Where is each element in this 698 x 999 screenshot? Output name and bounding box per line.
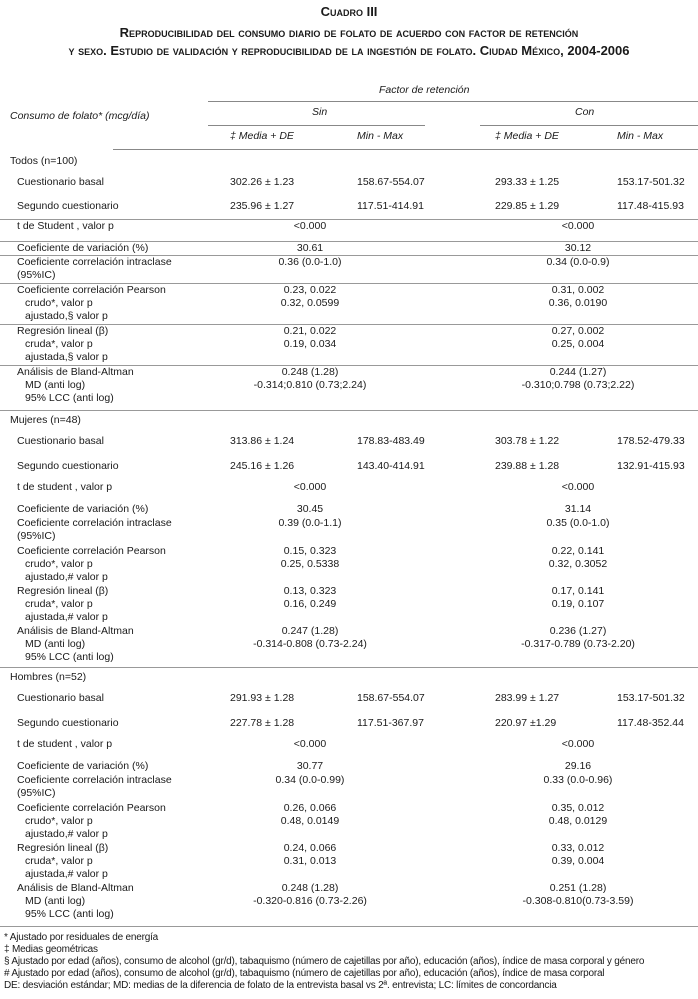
con-value [478, 284, 678, 310]
con-value-line: -0.308-0.810(0.73-3.59) [522, 895, 634, 907]
table-row [0, 738, 698, 760]
con-value-line: <0.000 [561, 481, 595, 493]
con-value [478, 774, 678, 787]
data-table [0, 152, 698, 927]
sin-value [210, 284, 410, 310]
sin-minmax-value: 158.67-554.07 [357, 176, 425, 188]
sin-minmax-value: 117.51-414.91 [357, 200, 424, 212]
section-title: Mujeres (n=48) [10, 414, 81, 426]
row-label-line: Segundo cuestionario [17, 460, 119, 472]
sin-value [210, 220, 410, 233]
header-sin-media: ‡ Media + DE [230, 130, 294, 142]
row-label-line: Análisis de Bland-Altman [17, 882, 134, 894]
con-minmax-value: 153.17-501.32 [617, 692, 685, 704]
sin-value-line: 0.25, 0.5338 [280, 558, 340, 570]
sin-media-value: 302.26 ± 1.23 [230, 176, 295, 188]
sin-value-line: 0.34 (0.0-0.99) [275, 774, 345, 786]
table-row [0, 481, 698, 503]
sin-value [210, 760, 410, 773]
row-label [17, 692, 104, 705]
row-label [17, 585, 108, 624]
con-value [478, 882, 678, 908]
row-label-line: Coeficiente de variación (%) [17, 242, 149, 254]
sin-media-value: 313.86 ± 1.24 [230, 435, 295, 447]
row-label-line: ajustado,# valor p [25, 828, 108, 840]
header-sin-divider [208, 125, 425, 126]
row-label [17, 460, 119, 473]
row-label-line: t de student , valor p [17, 481, 113, 493]
table-row [0, 545, 698, 585]
sin-value [210, 545, 410, 571]
sin-minmax-value: 117.51-367.97 [357, 717, 424, 729]
sin-value [210, 481, 410, 494]
sin-value [210, 503, 410, 516]
header-con-minmax: Min - Max [617, 130, 664, 142]
table-title-line2: y sexo. Estudio de validación y reproducibilidad de la ingestión de folato. Ciudad México, 2004-2006 [68, 43, 630, 58]
row-label [17, 802, 166, 841]
sin-value-line: 0.32, 0.0599 [280, 297, 340, 309]
sin-value-line: 30.45 [296, 503, 324, 515]
row-label-line: Coeficiente correlación Pearson [17, 802, 166, 814]
row-label [17, 220, 114, 233]
table-row [0, 256, 698, 284]
sin-media-value: 227.78 ± 1.28 [230, 717, 295, 729]
sin-media-value: 235.96 ± 1.27 [230, 200, 295, 212]
header-sin: Sin [312, 106, 328, 118]
row-label [17, 503, 148, 516]
footnotes [0, 932, 698, 992]
table-row [0, 774, 698, 802]
table-row [0, 456, 698, 481]
sin-value-line: 0.36 (0.0-1.0) [278, 256, 342, 268]
row-label [17, 200, 119, 213]
con-value-line: 0.27, 0.002 [551, 325, 605, 337]
sin-value [210, 625, 410, 651]
con-value [478, 366, 678, 392]
sin-value-line: <0.000 [293, 738, 327, 750]
row-label-line: Segundo cuestionario [17, 717, 119, 729]
con-value-line: 0.25, 0.004 [551, 338, 605, 350]
row-label-line: (95%IC) [17, 787, 56, 799]
table-section [0, 410, 698, 667]
con-value [478, 760, 678, 773]
row-label [17, 256, 172, 282]
footnote: * Ajustado por residuales de energía [4, 932, 159, 943]
sin-value [210, 802, 410, 828]
con-value-line: 0.19, 0.107 [551, 598, 605, 610]
sin-value-line: 0.248 (1.28) [281, 366, 339, 378]
sin-value [210, 882, 410, 908]
row-label [17, 284, 166, 323]
table-row [0, 517, 698, 545]
con-value-line: 0.251 (1.28) [549, 882, 607, 894]
con-media-value: 283.99 ± 1.27 [495, 692, 560, 704]
table-title-line1: Reproducibilidad del consumo diario de folato de acuerdo con factor de retención [119, 25, 579, 40]
row-label [17, 842, 108, 881]
table-row [0, 882, 698, 924]
con-value-line: 0.34 (0.0-0.9) [546, 256, 610, 268]
con-value-line: <0.000 [561, 220, 595, 232]
row-label-line: cruda*, valor p [25, 338, 93, 350]
con-value-line: 0.244 (1.27) [549, 366, 607, 378]
header-divider [208, 101, 698, 102]
header-group-label: Factor de retención [379, 84, 470, 96]
con-value [478, 842, 678, 868]
con-value-line: 0.17, 0.141 [551, 585, 605, 597]
con-media-value: 229.85 ± 1.29 [495, 200, 560, 212]
con-value-line: 0.32, 0.3052 [548, 558, 608, 570]
sin-value-line: -0.320-0.816 (0.73-2.26) [253, 895, 367, 907]
sin-value-line: -0.314;0.810 (0.73;2.24) [253, 379, 367, 391]
row-label-line: Cuestionario basal [17, 176, 104, 188]
row-label-line: Análisis de Bland-Altman [17, 366, 134, 378]
sin-value-line: 0.39 (0.0-1.1) [278, 517, 342, 529]
con-value [478, 325, 678, 351]
table-row [0, 713, 698, 738]
header-con-media: ‡ Media + DE [495, 130, 559, 142]
row-label [17, 176, 104, 189]
footnote: # Ajustado por edad (años), consumo de alcohol (gr/d), tabaquismo (número de cajetillas por año), educación (años), índice de masa corporal [4, 968, 605, 979]
con-value-line: 31.14 [564, 503, 592, 515]
row-label [17, 774, 172, 800]
con-value-line: 0.22, 0.141 [551, 545, 605, 557]
row-label [17, 882, 134, 921]
row-label-line: 95% LCC (anti log) [25, 651, 114, 663]
section-title: Todos (n=100) [10, 155, 78, 167]
con-value [478, 545, 678, 571]
con-minmax-value: 117.48-352.44 [617, 717, 684, 729]
sin-value-line: <0.000 [293, 481, 327, 493]
row-label-line: Regresión lineal (β) [17, 325, 109, 337]
row-label-line: crudo*, valor p [25, 297, 93, 309]
row-label [17, 366, 134, 405]
con-value [478, 481, 678, 494]
footnote: ‡ Medias geométricas [4, 944, 98, 955]
footnote: DE: desviación estándar; MD: medias de la diferencia de folato de la entrevista basal vs 2ª. entrevista; LC: límites de concordancia [4, 980, 557, 991]
table-number: Cuadro III [320, 4, 378, 19]
row-label-line: Análisis de Bland-Altman [17, 625, 134, 637]
sin-value-line: 0.23, 0.022 [283, 284, 337, 296]
row-label-line: t de Student , valor p [17, 220, 114, 232]
sin-value [210, 842, 410, 868]
sin-value-line: 0.16, 0.249 [283, 598, 337, 610]
row-label [17, 545, 166, 584]
con-value-line: -0.317-0.789 (0.73-2.20) [521, 638, 635, 650]
row-label-line: 95% LCC (anti log) [25, 908, 114, 920]
sin-value-line: 0.13, 0.323 [283, 585, 337, 597]
con-value [478, 738, 678, 751]
sin-value [210, 585, 410, 611]
con-value [478, 220, 678, 233]
row-label-line: ajustada,# valor p [25, 611, 108, 623]
row-label-line: MD (anti log) [25, 379, 86, 391]
sin-minmax-value: 158.67-554.07 [357, 692, 425, 704]
sin-media-value: 291.93 ± 1.28 [230, 692, 295, 704]
row-label-line: cruda*, valor p [25, 598, 93, 610]
con-value [478, 256, 678, 269]
con-value [478, 625, 678, 651]
row-label-line: Segundo cuestionario [17, 200, 119, 212]
row-label [17, 435, 104, 448]
table-row [0, 585, 698, 625]
row-label [17, 625, 134, 664]
row-label-line: 95% LCC (anti log) [25, 392, 114, 404]
row-label-line: Regresión lineal (β) [17, 842, 109, 854]
table-row [0, 366, 698, 410]
sin-value-line: -0.314-0.808 (0.73-2.24) [253, 638, 367, 650]
sin-minmax-value: 143.40-414.91 [357, 460, 425, 472]
table-row [0, 431, 698, 456]
con-value-line: 0.33 (0.0-0.96) [543, 774, 613, 786]
row-label [17, 242, 148, 255]
section-title: Hombres (n=52) [10, 671, 87, 683]
con-value-line: -0.310;0.798 (0.73;2.22) [521, 379, 635, 391]
header-bottom-rule [113, 149, 698, 150]
con-value-line: 0.36, 0.0190 [548, 297, 608, 309]
row-label-line: Coeficiente de variación (%) [17, 760, 149, 772]
con-value [478, 503, 678, 516]
table-body-wrapper [0, 152, 698, 992]
sin-value [210, 325, 410, 351]
row-label [17, 325, 108, 364]
row-label-line: Coeficiente de variación (%) [17, 503, 149, 515]
sin-value [210, 517, 410, 530]
row-label-line: ajustada,# valor p [25, 868, 108, 880]
row-label-line: ajustado,§ valor p [25, 310, 108, 322]
con-value [478, 802, 678, 828]
sin-value-line: 0.26, 0.066 [283, 802, 337, 814]
con-value-line: 29.16 [564, 760, 592, 772]
row-label-line: Coeficiente correlación intraclase [17, 517, 172, 529]
sin-value [210, 366, 410, 392]
row-label-line: Coeficiente correlación intraclase [17, 774, 172, 786]
con-media-value: 293.33 ± 1.25 [495, 176, 560, 188]
con-value [478, 517, 678, 530]
sin-value [210, 242, 410, 255]
con-minmax-value: 153.17-501.32 [617, 176, 685, 188]
row-label-line: crudo*, valor p [25, 815, 93, 827]
sin-value-line: 0.15, 0.323 [283, 545, 337, 557]
footnote: § Ajustado por edad (años), consumo de alcohol (gr/d), tabaquismo (número de cajetillas por año), educación (años), índice de masa corporal y género [4, 956, 645, 967]
sin-value-line: 30.77 [296, 760, 324, 772]
row-label-line: crudo*, valor p [25, 558, 93, 570]
con-minmax-value: 132.91-415.93 [617, 460, 685, 472]
con-media-value: 303.78 ± 1.22 [495, 435, 560, 447]
header-sin-minmax: Min - Max [357, 130, 404, 142]
sin-value-line: 0.24, 0.066 [283, 842, 337, 854]
con-value-line: 0.39, 0.004 [551, 855, 605, 867]
con-value-line: 0.35 (0.0-1.0) [546, 517, 610, 529]
table-row [0, 688, 698, 713]
con-media-value: 220.97 ±1.29 [495, 717, 557, 729]
table-bottom-rule [0, 926, 698, 927]
row-label [17, 717, 119, 730]
table-row [0, 172, 698, 196]
row-label-line: MD (anti log) [25, 638, 86, 650]
header-con: Con [575, 106, 595, 118]
row-label [17, 738, 112, 751]
table-row [0, 325, 698, 366]
row-label-line: Cuestionario basal [17, 435, 104, 447]
row-label [17, 481, 112, 494]
sin-value-line: 0.31, 0.013 [283, 855, 337, 867]
table-row [0, 220, 698, 242]
con-value-line: 0.31, 0.002 [551, 284, 605, 296]
con-value [478, 242, 678, 255]
con-value-line: 0.35, 0.012 [551, 802, 605, 814]
row-label-line: t de student , valor p [17, 738, 113, 750]
row-label-line: ajustada,§ valor p [25, 351, 108, 363]
con-value-line: 0.33, 0.012 [551, 842, 605, 854]
table-row [0, 625, 698, 667]
con-minmax-value: 178.52-479.33 [617, 435, 685, 447]
con-value-line: 0.236 (1.27) [549, 625, 607, 637]
table-section [0, 152, 698, 410]
sin-value-line: 0.247 (1.28) [281, 625, 339, 637]
sin-value-line: 0.48, 0.0149 [280, 815, 340, 827]
row-label [17, 760, 148, 773]
row-label-line: Coeficiente correlación Pearson [17, 284, 166, 296]
sin-value-line: 0.19, 0.034 [283, 338, 337, 350]
row-label-line: Cuestionario basal [17, 692, 104, 704]
row-label-line: ajustado,# valor p [25, 571, 108, 583]
sin-value [210, 738, 410, 751]
row-label-line: (95%IC) [17, 269, 56, 281]
sin-value [210, 774, 410, 787]
header-con-divider [480, 125, 698, 126]
table-section [0, 667, 698, 924]
sin-media-value: 245.16 ± 1.26 [230, 460, 295, 472]
sin-value-line: <0.000 [293, 220, 327, 232]
con-value-line: 30.12 [564, 242, 592, 254]
row-label-line: Coeficiente correlación Pearson [17, 545, 166, 557]
sin-value-line: 0.21, 0.022 [283, 325, 337, 337]
table-row [0, 802, 698, 842]
table-row [0, 242, 698, 256]
sin-value-line: 30.61 [296, 242, 324, 254]
row-label-line: MD (anti log) [25, 895, 86, 907]
sin-minmax-value: 178.83-483.49 [357, 435, 425, 447]
sin-value [210, 256, 410, 269]
row-label [17, 517, 172, 543]
con-value-line: 0.48, 0.0129 [548, 815, 608, 827]
row-label-line: Coeficiente correlación intraclase [17, 256, 172, 268]
sin-value-line: 0.248 (1.28) [281, 882, 339, 894]
table-row [0, 503, 698, 517]
table-row [0, 760, 698, 774]
row-label-line: (95%IC) [17, 530, 56, 542]
row-label-line: Regresión lineal (β) [17, 585, 109, 597]
table-row [0, 284, 698, 325]
con-minmax-value: 117.48-415.93 [617, 200, 684, 212]
table-row [0, 196, 698, 220]
con-media-value: 239.88 ± 1.28 [495, 460, 560, 472]
header-row-label: Consumo de folato* (mcg/día) [10, 110, 150, 122]
con-value [478, 585, 678, 611]
table-row [0, 842, 698, 882]
row-label-line: cruda*, valor p [25, 855, 93, 867]
con-value-line: <0.000 [561, 738, 595, 750]
